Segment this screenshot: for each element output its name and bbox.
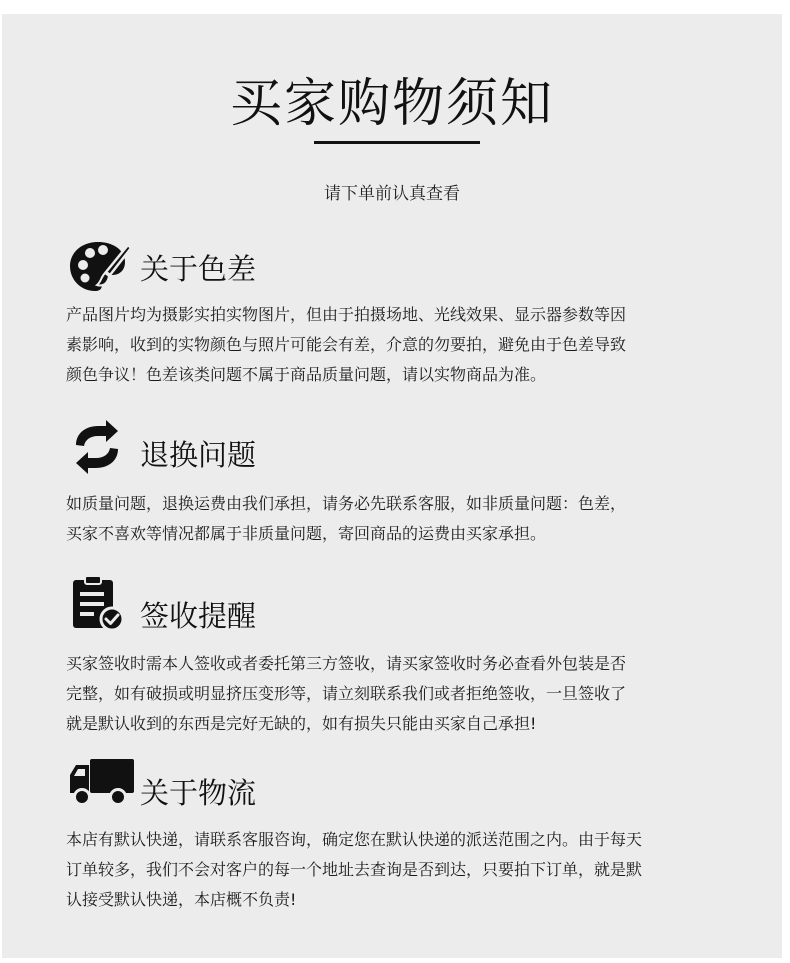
section-title: 签收提醒 bbox=[140, 599, 257, 633]
section-title: 关于物流 bbox=[140, 776, 257, 810]
body-line: 本店有默认快递，请联系客服咨询，确定您在默认快递的派送范围之内。由于每天 bbox=[66, 830, 643, 849]
section-title: 退换问题 bbox=[140, 438, 257, 472]
palette-brush-icon bbox=[68, 239, 134, 295]
notice-card bbox=[2, 14, 782, 958]
section-body bbox=[66, 300, 726, 390]
page-title: 买家购物须知 bbox=[229, 74, 554, 134]
body-line: 颜色争议！色差该类问题不属于商品质量问题，请以实物商品为准。 bbox=[66, 365, 547, 384]
body-line: 产品图片均为摄影实拍实物图片，但由于拍摄场地、光线效果、显示器参数等因 bbox=[66, 305, 627, 324]
body-line: 素影响，收到的实物颜色与照片可能会有差，介意的勿要拍，避免由于色差导致 bbox=[66, 335, 627, 354]
exchange-arrows-icon bbox=[68, 419, 134, 475]
body-line: 完整，如有破损或明显挤压变形等，请立刻联系我们或者拒绝签收，一旦签收了 bbox=[66, 684, 627, 703]
clipboard-check-icon bbox=[68, 576, 134, 632]
page-subtitle: 请下单前认真查看 bbox=[324, 184, 460, 204]
body-line: 买家不喜欢等情况都属于非质量问题，寄回商品的运费由买家承担。 bbox=[66, 524, 547, 543]
delivery-truck-icon bbox=[68, 757, 134, 813]
body-line: 订单较多，我们不会对客户的每一个地址去查询是否到达，只要拍下订单，就是默 bbox=[66, 860, 643, 879]
body-line: 就是默认收到的东西是完好无缺的，如有损失只能由买家自己承担! bbox=[66, 714, 537, 733]
section-body bbox=[66, 489, 726, 549]
body-line: 认接受默认快递，本店概不负责! bbox=[66, 890, 297, 909]
body-line: 买家签收时需本人签收或者委托第三方签收，请买家签收时务必查看外包装是否 bbox=[66, 654, 627, 673]
section-body bbox=[66, 649, 726, 739]
body-line: 如质量问题，退换运费由我们承担，请务必先联系客服，如非质量问题：色差， bbox=[66, 494, 627, 513]
section-body bbox=[66, 825, 726, 915]
section-title: 关于色差 bbox=[140, 252, 257, 286]
title-underline bbox=[314, 141, 480, 144]
